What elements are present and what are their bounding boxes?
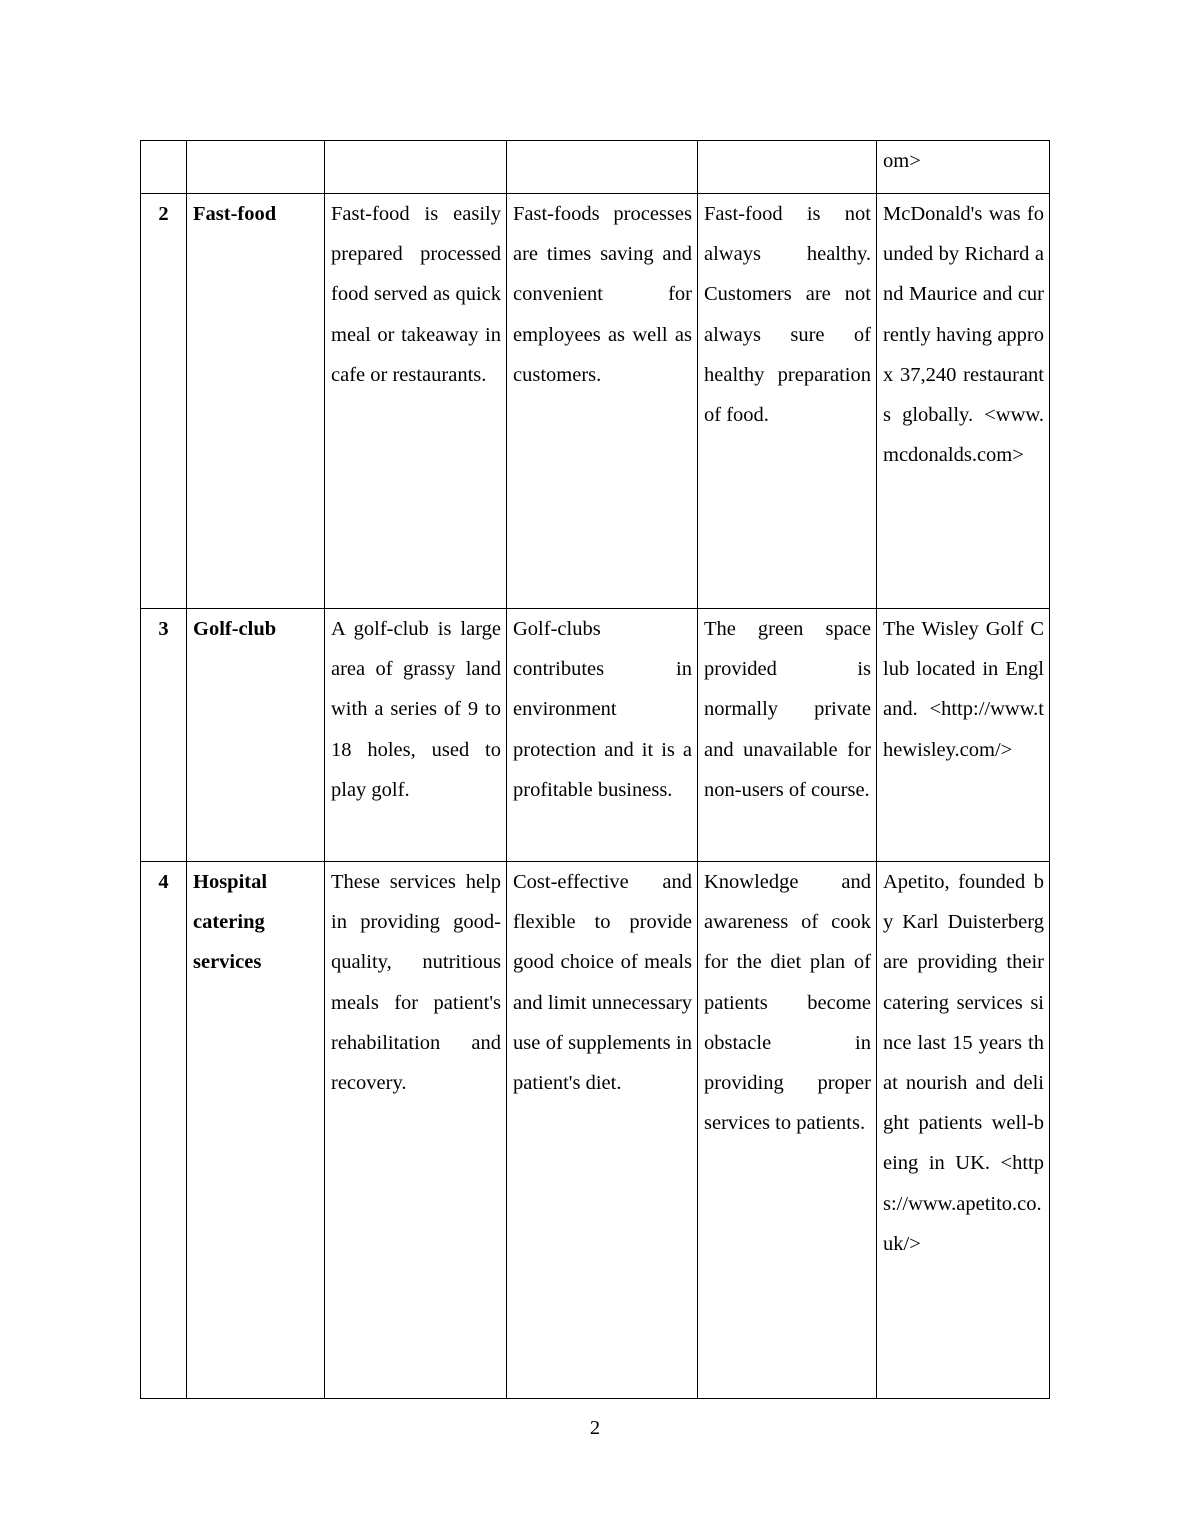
service-name: Fast-food	[187, 194, 325, 609]
row-number: 2	[141, 194, 187, 609]
service-name: Hospital catering services	[187, 862, 325, 1399]
row-number: 3	[141, 609, 187, 862]
disadvantages-cell: The green space provided is normally private and unavailable for non-users of course.	[698, 609, 877, 862]
example-cell: Apetito, founded by Karl Duisterberg are providing their catering services since last 15 years that nourish and delight patients well-being in UK. <https://www.apetito.co.uk/>	[877, 862, 1050, 1399]
service-name	[187, 141, 325, 194]
advantages-cell: Golf-clubs contributes in environment protection and it is a profitable business.	[507, 609, 698, 862]
example-cell: McDonald's was founded by Richard and Maurice and currently having approx 37,240 restaurants globally. <www.mcdonalds.com>	[877, 194, 1050, 609]
disadvantages-cell	[698, 141, 877, 194]
advantages-cell	[507, 141, 698, 194]
row-number: 4	[141, 862, 187, 1399]
advantages-cell: Fast-foods processes are times saving and convenient for employees as well as customers.	[507, 194, 698, 609]
advantages-cell: Cost-effective and flexible to provide good choice of meals and limit unnecessary use of supplements in patient's diet.	[507, 862, 698, 1399]
definition-cell: Fast-food is easily prepared processed food served as quick meal or takeaway in cafe or restaurants.	[325, 194, 507, 609]
definition-cell: A golf-club is large area of grassy land with a series of 9 to 18 holes, used to play golf.	[325, 609, 507, 862]
table-row	[141, 609, 1050, 862]
example-cell: The Wisley Golf Club located in England. <http://www.thewisley.com/>	[877, 609, 1050, 862]
definition-cell	[325, 141, 507, 194]
table-row	[141, 862, 1050, 1399]
table-row	[141, 141, 1050, 194]
row-number	[141, 141, 187, 194]
table-row	[141, 194, 1050, 609]
definition-cell: These services help in providing good-quality, nutritious meals for patient's rehabilitation and recovery.	[325, 862, 507, 1399]
disadvantages-cell: Fast-food is not always healthy. Customers are not always sure of healthy preparation of food.	[698, 194, 877, 609]
services-table	[140, 140, 1050, 1399]
disadvantages-cell: Knowledge and awareness of cook for the diet plan of patients become obstacle in providing proper services to patients.	[698, 862, 877, 1399]
page-number: 2	[589, 1417, 601, 1439]
example-cell: om>	[877, 141, 1050, 194]
service-name: Golf-club	[187, 609, 325, 862]
